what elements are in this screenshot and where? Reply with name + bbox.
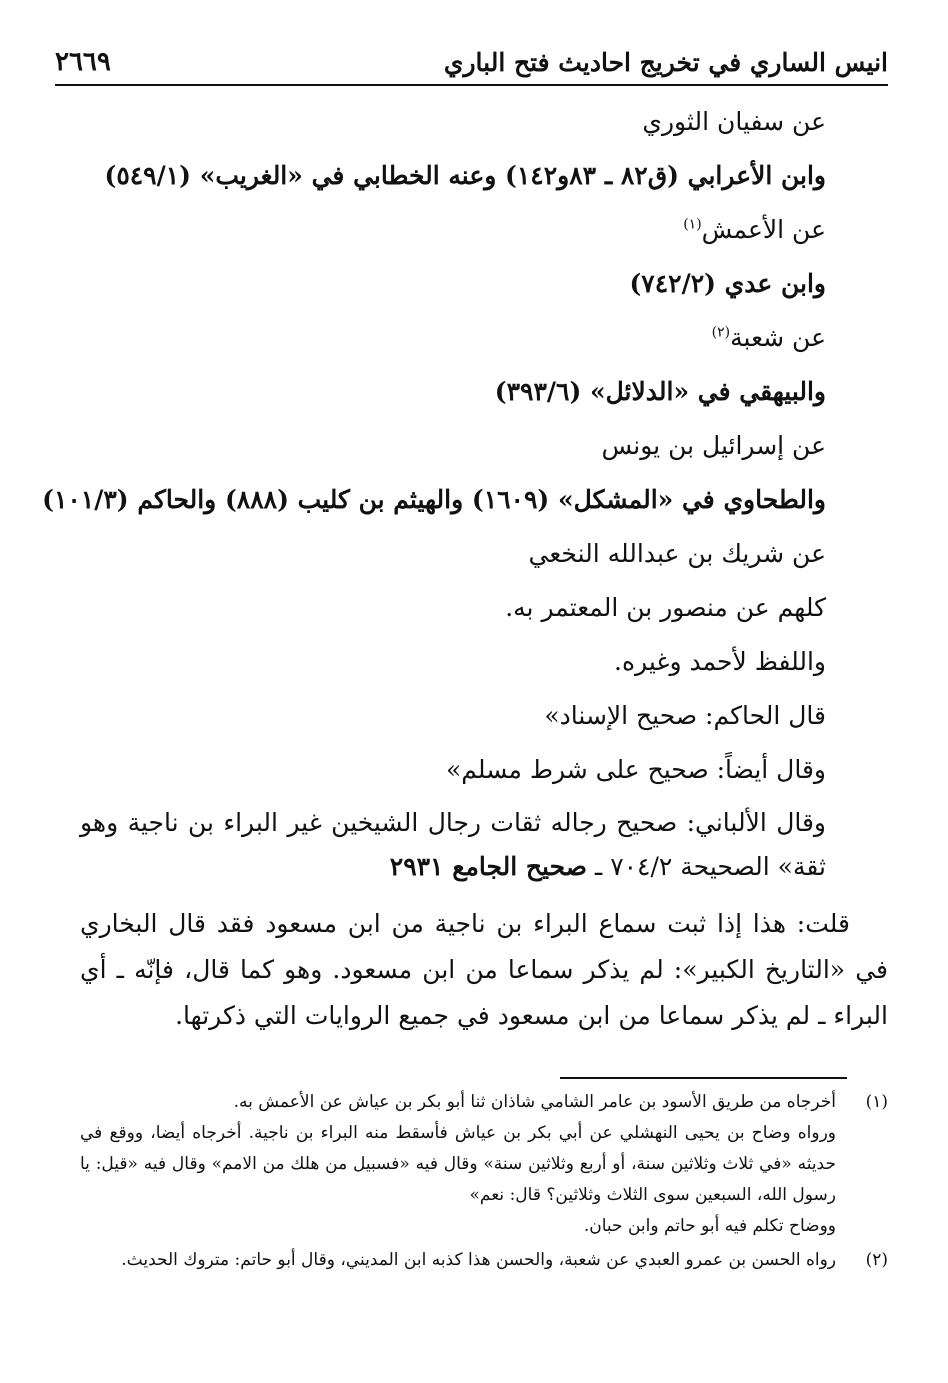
- footnote-ref-2: (٢): [711, 324, 731, 341]
- footnote-separator: [560, 1077, 847, 1079]
- text-line: وابن الأعرابي (ق٨٢ ـ ٨٣و١٤٢) وعنه الخطابي في «الغريب» (٥٤٩/١): [104, 161, 826, 190]
- footnotes: [80, 1087, 888, 1276]
- book-title: انيس الساري في تخريج احاديث فتح الباري: [443, 47, 888, 77]
- footnote-paragraph: أخرجاه من طريق الأسود بن عامر الشامي شاذان ثنا أبو بكر بن عياش عن الأعمش به.: [233, 1092, 836, 1112]
- qultu-paragraph: قلت: هذا إذا ثبت سماع البراء بن ناجية من ابن مسعود فقد قال البخاري في «التاريخ الكبير»: لم يذكر سماعا من ابن مسعود. وهو كما قال، فإنّه ـ أي البراء ـ لم يذكر سماعا من ابن مسعود في جميع الروايات التي ذكرتها.: [80, 909, 888, 1030]
- text-line: واللفظ لأحمد وغيره.: [614, 647, 826, 676]
- text-line: وقال أيضاً: صحيح على شرط مسلم»: [445, 755, 826, 784]
- page-header: [55, 40, 888, 86]
- text-line: عن سفيان الثوري: [642, 107, 826, 136]
- footnote-number: (٢): [865, 1250, 888, 1270]
- footnote-number: (١): [865, 1092, 888, 1112]
- page-number: ٢٦٦٩: [55, 47, 111, 77]
- text-line: عن شعبة$^{(٢)}$: [711, 323, 826, 352]
- text-line: والبيهقي في «الدلائل» (٣٩٣/٦): [494, 377, 826, 406]
- footnote-paragraph: ووضاح تكلم فيه أبو حاتم وابن حبان.: [583, 1216, 836, 1236]
- text-line: والطحاوي في «المشكل» (١٦٠٩) والهيثم بن كليب (٨٨٨) والحاكم (١٠١/٣): [42, 485, 826, 514]
- footnote-1: [80, 1087, 888, 1242]
- text-line: عن شريك بن عبدالله النخعي: [528, 539, 826, 568]
- footnote-2: [80, 1245, 888, 1276]
- text-line: كلهم عن منصور بن المعتمر به.: [505, 593, 826, 622]
- text-line: وابن عدي (٧٤٢/٢): [629, 269, 826, 298]
- footnote-ref-1: (١): [683, 216, 702, 233]
- text-line: عن الأعمش$^{(١)}$: [683, 215, 826, 244]
- main-text: [42, 95, 888, 1039]
- footnote-paragraph: ورواه وضاح بن يحيى النهشلي عن أبي بكر بن عياش فأسقط منه البراء بن ناجية. أخرجاه أيضا، ووقع في حديثه «في ثلاث وثلاثين سنة، أو أربع وثلاثين سنة» وقال فيه «فسبيل من هلك من الامم» وقال فيه «قيل: يا رسول الله، السبعين سوى الثلاث وثلاثين؟ قال: نعم»: [80, 1123, 836, 1205]
- text-line: قال الحاكم: صحيح الإسناد»: [544, 701, 826, 730]
- text-line: عن إسرائيل بن يونس: [601, 431, 826, 460]
- footnote-paragraph: رواه الحسن بن عمرو العبدي عن شعبة، والحسن هذا كذبه ابن المديني، وقال أبو حاتم: متروك الحديث.: [121, 1250, 836, 1270]
- albani-paragraph: وقال الألباني: صحيح رجاله ثقات رجال الشيخين غير البراء بن ناجية وهو ثقة» الصحيحة ٧٠٤/٢ ـ صحيح الجامع ٢٩٣١: [80, 808, 826, 881]
